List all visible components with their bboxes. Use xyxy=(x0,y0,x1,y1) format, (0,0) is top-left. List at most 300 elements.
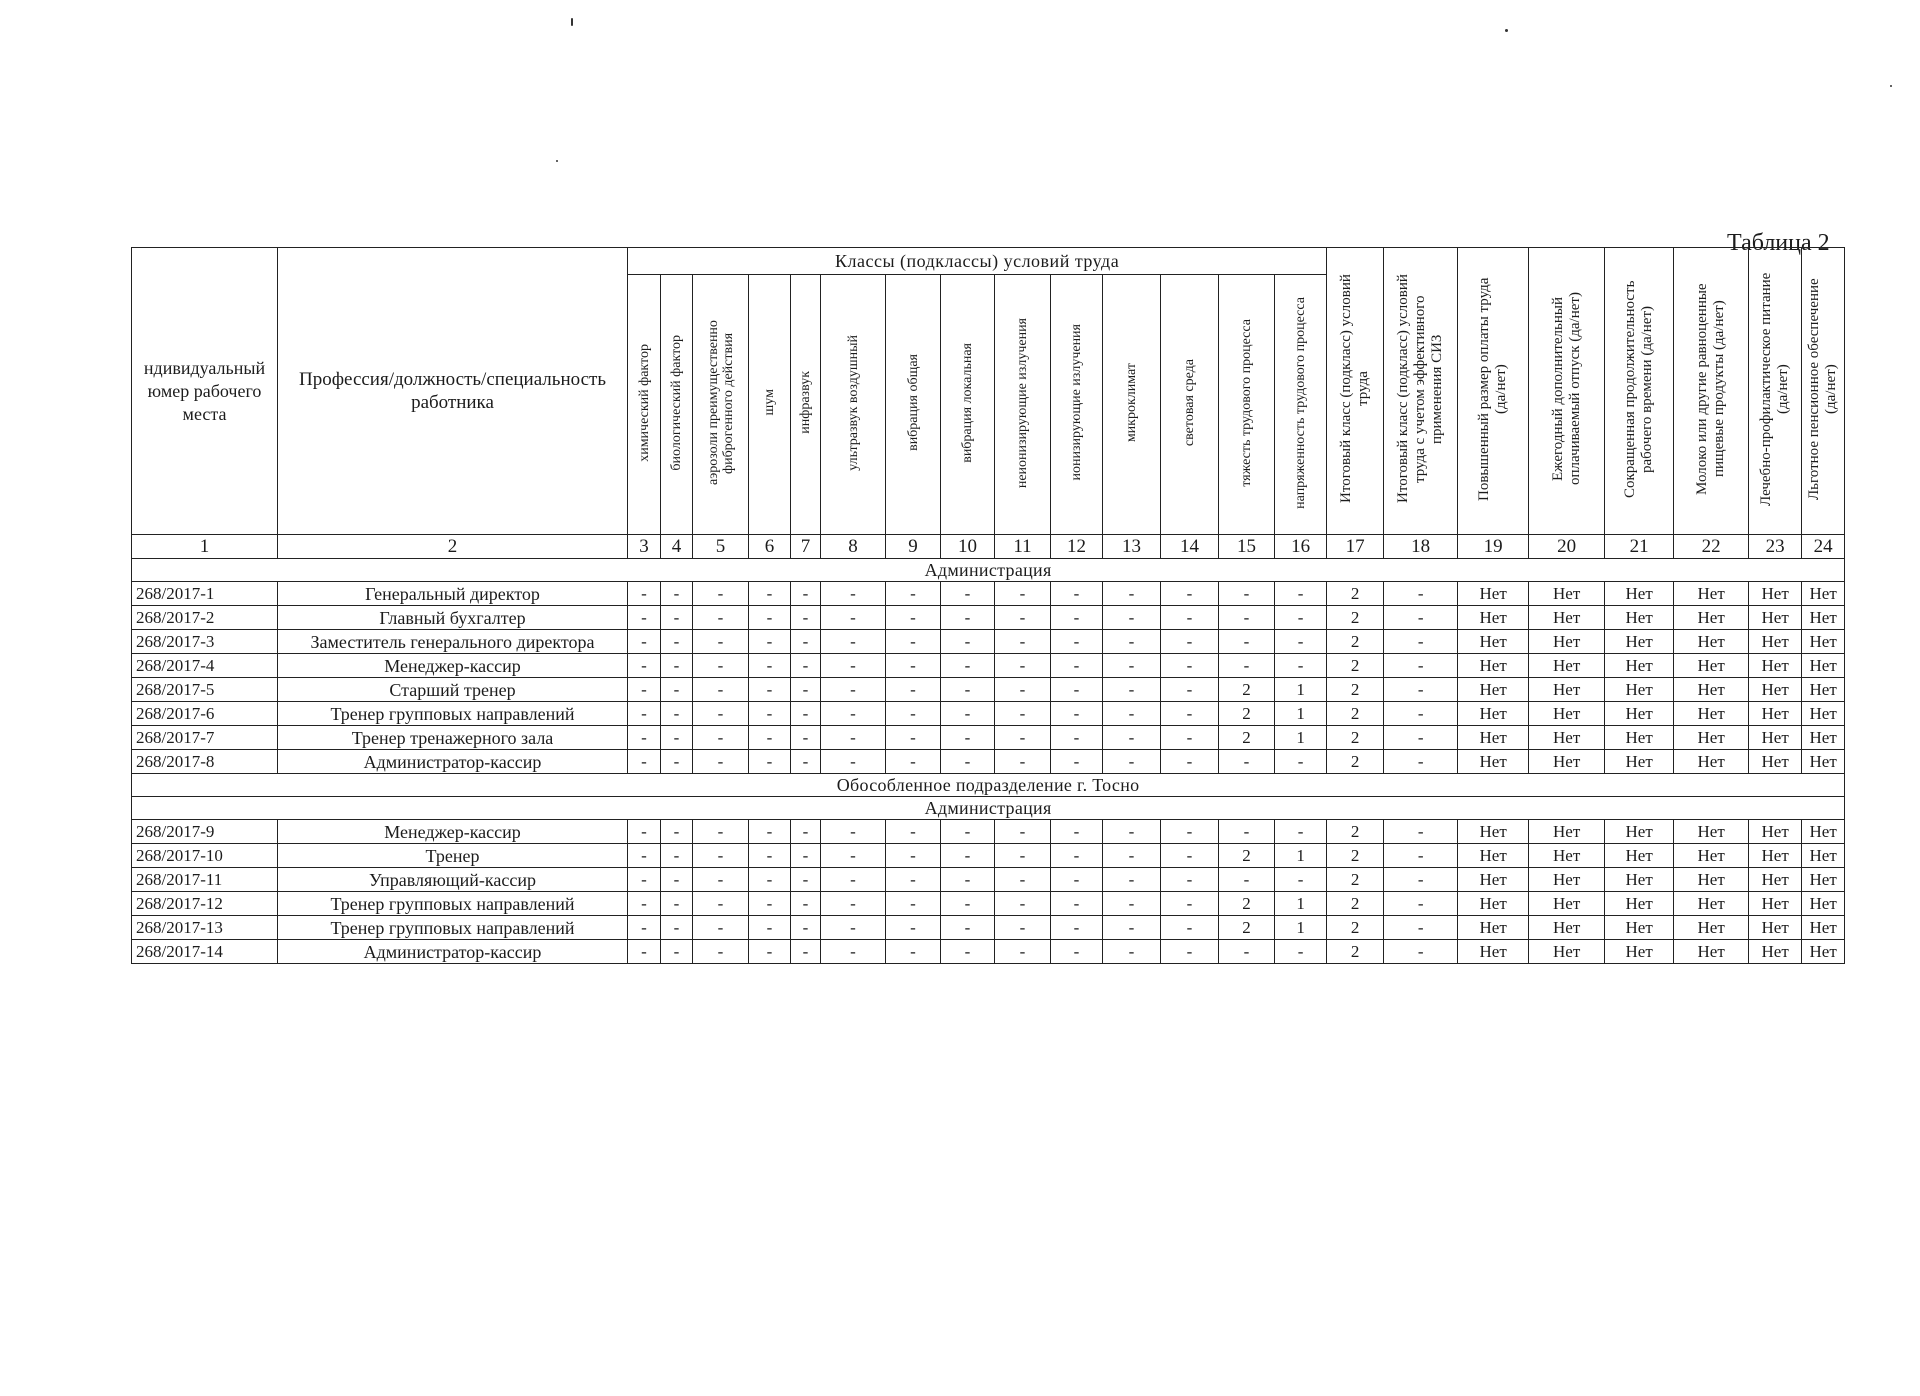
profession: Генеральный директор xyxy=(278,582,628,606)
header-text: Повышенный размер оплаты труда (да/нет) xyxy=(1476,277,1510,501)
section-row xyxy=(132,559,1845,582)
table-cell: - xyxy=(886,820,941,844)
table-cell: 2 xyxy=(1327,916,1384,940)
table-cell: - xyxy=(995,750,1051,774)
table-cell: 2 xyxy=(1327,630,1384,654)
table-cell: 2 xyxy=(1327,844,1384,868)
table-cell: Нет xyxy=(1749,606,1802,630)
table-cell: Нет xyxy=(1529,630,1605,654)
profession: Тренер тренажерного зала xyxy=(278,726,628,750)
table-cell: - xyxy=(1051,750,1103,774)
table-cell: - xyxy=(941,726,995,750)
table-cell: - xyxy=(791,630,821,654)
table-cell: - xyxy=(749,678,791,702)
table-cell: 1 xyxy=(1275,726,1327,750)
column-number: 23 xyxy=(1749,535,1802,559)
header-text: шум xyxy=(762,389,777,416)
table-cell: 2 xyxy=(1327,868,1384,892)
table-cell: - xyxy=(1275,820,1327,844)
header-factor xyxy=(791,275,821,535)
table-cell: - xyxy=(628,820,661,844)
table-cell: - xyxy=(941,844,995,868)
table-cell: Нет xyxy=(1605,678,1674,702)
table-cell: Нет xyxy=(1749,892,1802,916)
table-cell: - xyxy=(995,654,1051,678)
table-row xyxy=(132,726,1845,750)
table-row xyxy=(132,582,1845,606)
table-cell: - xyxy=(1051,844,1103,868)
table-cell: - xyxy=(1161,606,1219,630)
header-text: световая среда xyxy=(1182,359,1197,447)
table-cell: Нет xyxy=(1749,630,1802,654)
table-cell: Нет xyxy=(1802,678,1845,702)
table-cell: - xyxy=(995,868,1051,892)
profession: Тренер групповых направлений xyxy=(278,892,628,916)
table-cell: Нет xyxy=(1529,892,1605,916)
table-cell: - xyxy=(749,606,791,630)
table-cell: - xyxy=(1384,750,1458,774)
table-cell: - xyxy=(1103,630,1161,654)
table-cell: - xyxy=(661,844,693,868)
column-number: 9 xyxy=(886,535,941,559)
header-factor xyxy=(1051,275,1103,535)
workplace-id: 268/2017-12 xyxy=(132,892,278,916)
table-cell: 1 xyxy=(1275,678,1327,702)
table-row xyxy=(132,654,1845,678)
table-cell: - xyxy=(1219,820,1275,844)
column-number: 16 xyxy=(1275,535,1327,559)
table-cell: - xyxy=(628,654,661,678)
table-cell: - xyxy=(886,654,941,678)
table-cell: Нет xyxy=(1458,940,1529,964)
section-row xyxy=(132,774,1845,797)
table-cell: 2 xyxy=(1327,892,1384,916)
header-milk xyxy=(1674,248,1749,535)
table-cell: - xyxy=(628,630,661,654)
table-caption: Таблица 2 xyxy=(1727,230,1830,256)
table-cell: Нет xyxy=(1749,820,1802,844)
workplace-id: 268/2017-11 xyxy=(132,868,278,892)
table-cell: - xyxy=(1275,630,1327,654)
table-cell: Нет xyxy=(1674,726,1749,750)
table-row xyxy=(132,868,1845,892)
table-cell: 2 xyxy=(1327,940,1384,964)
table-cell: - xyxy=(1103,654,1161,678)
header-text: химический фактор xyxy=(636,343,652,462)
table-cell: Нет xyxy=(1458,654,1529,678)
table-cell: - xyxy=(661,916,693,940)
header-factor xyxy=(1161,275,1219,535)
table-cell: - xyxy=(628,582,661,606)
table-cell: 2 xyxy=(1327,750,1384,774)
workplace-id: 268/2017-7 xyxy=(132,726,278,750)
table-cell: - xyxy=(886,916,941,940)
table-cell: - xyxy=(1051,892,1103,916)
table-cell: - xyxy=(995,606,1051,630)
header-text: Сокращенная продолжительность рабочего времени (да/нет) xyxy=(1622,280,1656,498)
header-text: инфразвук xyxy=(798,371,813,434)
table-cell: Нет xyxy=(1529,940,1605,964)
table-cell: - xyxy=(693,630,749,654)
table-cell: Нет xyxy=(1674,678,1749,702)
table-cell: Нет xyxy=(1749,868,1802,892)
column-number: 24 xyxy=(1802,535,1845,559)
table-cell: 2 xyxy=(1219,916,1275,940)
table-cell: - xyxy=(1219,654,1275,678)
header-text: вибрация локальная xyxy=(960,342,975,463)
table-cell: Нет xyxy=(1605,654,1674,678)
table-cell: - xyxy=(941,916,995,940)
table-cell: Нет xyxy=(1458,844,1529,868)
table-cell: - xyxy=(1161,940,1219,964)
table-body xyxy=(132,559,1845,964)
table-cell: - xyxy=(886,630,941,654)
table-cell: - xyxy=(693,606,749,630)
table-cell: - xyxy=(995,702,1051,726)
table-row xyxy=(132,750,1845,774)
table-cell: - xyxy=(1051,726,1103,750)
table-row xyxy=(132,892,1845,916)
table-cell: 2 xyxy=(1327,582,1384,606)
table-cell: - xyxy=(749,582,791,606)
profession: Заместитель генерального директора xyxy=(278,630,628,654)
table-row xyxy=(132,916,1845,940)
table-cell: Нет xyxy=(1529,606,1605,630)
table-cell: 1 xyxy=(1275,916,1327,940)
table-cell: - xyxy=(995,892,1051,916)
table-cell: - xyxy=(1051,654,1103,678)
table-cell: Нет xyxy=(1674,582,1749,606)
profession: Главный бухгалтер xyxy=(278,606,628,630)
table-cell: - xyxy=(1161,678,1219,702)
scan-speck xyxy=(1890,85,1892,87)
table-cell: - xyxy=(1103,702,1161,726)
table-cell: - xyxy=(749,726,791,750)
table-cell: Нет xyxy=(1749,726,1802,750)
table-cell: - xyxy=(1275,582,1327,606)
table-cell: Нет xyxy=(1458,606,1529,630)
table-cell: - xyxy=(791,868,821,892)
table-cell: Нет xyxy=(1802,750,1845,774)
table-cell: - xyxy=(1275,940,1327,964)
table-cell: - xyxy=(693,820,749,844)
workplace-id: 268/2017-2 xyxy=(132,606,278,630)
table-cell: - xyxy=(693,892,749,916)
table-cell: Нет xyxy=(1529,654,1605,678)
table-row xyxy=(132,702,1845,726)
table-cell: Нет xyxy=(1458,868,1529,892)
table-cell: 2 xyxy=(1327,654,1384,678)
table-cell: - xyxy=(1051,820,1103,844)
header-total-class xyxy=(1327,248,1384,535)
section-title: Администрация xyxy=(132,797,1845,820)
table-cell: 1 xyxy=(1275,844,1327,868)
table-cell: 2 xyxy=(1219,702,1275,726)
table-cell: Нет xyxy=(1605,726,1674,750)
table-row xyxy=(132,820,1845,844)
table-cell: - xyxy=(1219,940,1275,964)
table-cell: - xyxy=(693,940,749,964)
table-cell: - xyxy=(886,726,941,750)
table-cell: Нет xyxy=(1749,844,1802,868)
workplace-id: 268/2017-6 xyxy=(132,702,278,726)
table-cell: - xyxy=(821,916,886,940)
header-text: Лечебно-профилактическое питание (да/нет) xyxy=(1758,272,1792,506)
table-cell: - xyxy=(886,892,941,916)
header-reduced-hours xyxy=(1605,248,1674,535)
table-cell: Нет xyxy=(1674,630,1749,654)
table-cell: - xyxy=(1275,750,1327,774)
table-cell: Нет xyxy=(1529,702,1605,726)
table-cell: Нет xyxy=(1749,582,1802,606)
table-cell: Нет xyxy=(1529,868,1605,892)
table-cell: - xyxy=(1219,582,1275,606)
column-number: 14 xyxy=(1161,535,1219,559)
table-cell: - xyxy=(1384,678,1458,702)
table-cell: - xyxy=(886,868,941,892)
table-cell: - xyxy=(661,702,693,726)
table-cell: - xyxy=(821,868,886,892)
table-cell: - xyxy=(821,844,886,868)
header-text: микроклимат xyxy=(1124,363,1139,443)
table-cell: - xyxy=(821,750,886,774)
table-cell: - xyxy=(1161,630,1219,654)
table-cell: 1 xyxy=(1275,892,1327,916)
table-cell: - xyxy=(1219,750,1275,774)
table-cell: - xyxy=(1384,702,1458,726)
table-cell: - xyxy=(1161,702,1219,726)
table-cell: 2 xyxy=(1327,726,1384,750)
table-cell: - xyxy=(1384,726,1458,750)
table-cell: 2 xyxy=(1219,678,1275,702)
table-cell: - xyxy=(661,678,693,702)
table-cell: - xyxy=(886,844,941,868)
table-cell: - xyxy=(791,606,821,630)
table-cell: - xyxy=(693,726,749,750)
header-text: тяжесть трудового процесса xyxy=(1239,318,1254,487)
header-factor xyxy=(995,275,1051,535)
table-cell: - xyxy=(661,582,693,606)
column-number: 7 xyxy=(791,535,821,559)
table-cell: - xyxy=(1103,582,1161,606)
table-cell: - xyxy=(995,916,1051,940)
workplace-id: 268/2017-14 xyxy=(132,940,278,964)
table-cell: Нет xyxy=(1529,820,1605,844)
table-cell: Нет xyxy=(1674,916,1749,940)
header-profession: Профессия/должность/специальность работника xyxy=(278,248,628,535)
table-cell: - xyxy=(1275,654,1327,678)
table-cell: Нет xyxy=(1674,820,1749,844)
table-cell: - xyxy=(791,726,821,750)
table-cell: - xyxy=(995,940,1051,964)
table-cell: - xyxy=(628,892,661,916)
scan-speck xyxy=(1505,29,1508,32)
table-cell: Нет xyxy=(1802,630,1845,654)
workplace-id: 268/2017-10 xyxy=(132,844,278,868)
table-cell: - xyxy=(661,940,693,964)
table-row xyxy=(132,606,1845,630)
table-cell: - xyxy=(628,844,661,868)
table-cell: - xyxy=(1219,868,1275,892)
table-cell: Нет xyxy=(1458,916,1529,940)
column-number: 11 xyxy=(995,535,1051,559)
table-cell: 2 xyxy=(1219,844,1275,868)
table-cell: - xyxy=(941,702,995,726)
header-additional-leave xyxy=(1529,248,1605,535)
table-cell: - xyxy=(791,702,821,726)
profession: Тренер групповых направлений xyxy=(278,702,628,726)
table-cell: - xyxy=(886,678,941,702)
table-cell: - xyxy=(821,892,886,916)
table-cell: - xyxy=(941,940,995,964)
table-cell: - xyxy=(628,678,661,702)
table-cell: - xyxy=(821,702,886,726)
workplace-id: 268/2017-9 xyxy=(132,820,278,844)
header-factor xyxy=(1275,275,1327,535)
table-cell: Нет xyxy=(1749,654,1802,678)
table-cell: - xyxy=(1161,726,1219,750)
header-text: неионизирующие излучения xyxy=(1015,317,1030,488)
table-cell: - xyxy=(886,750,941,774)
workplace-id: 268/2017-13 xyxy=(132,916,278,940)
table-cell: - xyxy=(1103,916,1161,940)
table-cell: - xyxy=(995,844,1051,868)
header-text: ультразвук воздушный xyxy=(845,334,861,471)
column-number: 18 xyxy=(1384,535,1458,559)
column-number: 4 xyxy=(661,535,693,559)
table-cell: - xyxy=(995,630,1051,654)
table-cell: Нет xyxy=(1802,916,1845,940)
table-cell: - xyxy=(1161,868,1219,892)
table-cell: Нет xyxy=(1674,750,1749,774)
header-factor xyxy=(1103,275,1161,535)
table-cell: - xyxy=(791,892,821,916)
header-text: Молоко или другие равноценные пищевые продукты (да/нет) xyxy=(1694,283,1728,495)
header-factor xyxy=(693,275,749,535)
table-cell: - xyxy=(628,702,661,726)
column-number: 8 xyxy=(821,535,886,559)
table-cell: 2 xyxy=(1327,678,1384,702)
table-cell: Нет xyxy=(1749,750,1802,774)
table-cell: Нет xyxy=(1674,940,1749,964)
column-number: 12 xyxy=(1051,535,1103,559)
header-factor xyxy=(886,275,941,535)
header-text: Итоговый класс (подкласс) условий труда с учетом эффективного применения СИЗ xyxy=(1395,274,1446,504)
table-cell: Нет xyxy=(1802,726,1845,750)
table-cell: - xyxy=(661,892,693,916)
table-cell: - xyxy=(749,844,791,868)
table-cell: - xyxy=(1161,654,1219,678)
table-cell: - xyxy=(749,654,791,678)
table-cell: Нет xyxy=(1674,654,1749,678)
profession: Тренер xyxy=(278,844,628,868)
table-cell: - xyxy=(1384,630,1458,654)
header-text: аэрозоли преимущественно фиброгенного действия xyxy=(705,320,736,486)
table-cell: - xyxy=(661,726,693,750)
table-row xyxy=(132,630,1845,654)
table-cell: Нет xyxy=(1529,726,1605,750)
table-cell: 2 xyxy=(1327,606,1384,630)
table-cell: - xyxy=(1275,606,1327,630)
table-cell: - xyxy=(749,940,791,964)
table-cell: Нет xyxy=(1529,916,1605,940)
table-cell: - xyxy=(941,868,995,892)
header-factor xyxy=(661,275,693,535)
table-cell: - xyxy=(661,606,693,630)
column-number: 19 xyxy=(1458,535,1529,559)
table-cell: - xyxy=(661,868,693,892)
table-cell: - xyxy=(693,678,749,702)
workplace-id: 268/2017-4 xyxy=(132,654,278,678)
table-header xyxy=(132,248,1845,559)
table-cell: Нет xyxy=(1749,940,1802,964)
table-cell: Нет xyxy=(1458,630,1529,654)
header-working-condition-classes: Классы (подклассы) условий труда xyxy=(628,248,1327,275)
table-cell: - xyxy=(628,726,661,750)
header-workplace-id: ндивидуальный юмер рабочего места xyxy=(132,248,278,535)
header-factor xyxy=(1219,275,1275,535)
table-cell: - xyxy=(1103,940,1161,964)
table-cell: - xyxy=(1384,868,1458,892)
table-cell: - xyxy=(749,820,791,844)
table-cell: Нет xyxy=(1802,654,1845,678)
workplace-id: 268/2017-5 xyxy=(132,678,278,702)
header-text: вибрация общая xyxy=(905,354,921,452)
table-cell: - xyxy=(628,606,661,630)
table-cell: - xyxy=(1103,726,1161,750)
header-total-class-siz xyxy=(1384,248,1458,535)
header-increased-pay xyxy=(1458,248,1529,535)
table-cell: - xyxy=(628,750,661,774)
column-number: 10 xyxy=(941,535,995,559)
table-cell: - xyxy=(693,750,749,774)
table-cell: - xyxy=(693,582,749,606)
column-number: 15 xyxy=(1219,535,1275,559)
table-cell: - xyxy=(791,750,821,774)
table-cell: Нет xyxy=(1605,750,1674,774)
table-cell: - xyxy=(1161,916,1219,940)
table-cell: - xyxy=(1384,820,1458,844)
column-number: 20 xyxy=(1529,535,1605,559)
table-cell: - xyxy=(628,940,661,964)
table-cell: Нет xyxy=(1605,702,1674,726)
table-cell: Нет xyxy=(1458,582,1529,606)
section-title: Обособленное подразделение г. Тосно xyxy=(132,774,1845,797)
table-cell: - xyxy=(1051,606,1103,630)
table-cell: - xyxy=(821,654,886,678)
workplace-id: 268/2017-3 xyxy=(132,630,278,654)
table-cell: Нет xyxy=(1458,678,1529,702)
table-cell: - xyxy=(1384,916,1458,940)
table-cell: - xyxy=(1219,630,1275,654)
table-cell: - xyxy=(693,844,749,868)
table-cell: - xyxy=(941,892,995,916)
table-cell: Нет xyxy=(1605,844,1674,868)
scan-speck xyxy=(571,18,573,26)
table-cell: Нет xyxy=(1529,678,1605,702)
table-cell: - xyxy=(1103,750,1161,774)
table-cell: - xyxy=(1161,750,1219,774)
table-cell: - xyxy=(791,678,821,702)
section-title: Администрация xyxy=(132,559,1845,582)
table-cell: Нет xyxy=(1802,844,1845,868)
table-cell: - xyxy=(1384,654,1458,678)
table-cell: - xyxy=(1103,820,1161,844)
table-cell: - xyxy=(791,940,821,964)
table-cell: Нет xyxy=(1529,750,1605,774)
table-cell: 1 xyxy=(1275,702,1327,726)
profession: Менеджер-кассир xyxy=(278,654,628,678)
